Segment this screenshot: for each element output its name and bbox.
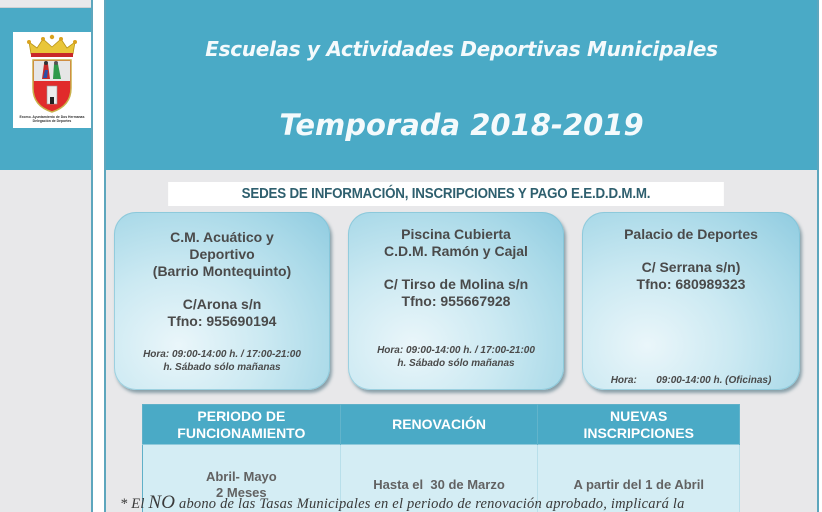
header-nuevas-inscripciones (538, 405, 740, 445)
venue-phone: Tfno: 955667928 (401, 293, 511, 309)
header-text: NUEVAS (610, 407, 668, 424)
table-header-row (143, 405, 740, 445)
cell-text: Abril- Mayo (205, 469, 277, 484)
page-title: Escuelas y Actividades Deportivas Municipales (205, 37, 718, 61)
header-text: RENOVACIÓN (392, 416, 486, 432)
venue-hours-line-2: h. Sábado sólo mañanas (163, 362, 281, 373)
venue-name-line: Piscina Cubierta (401, 226, 511, 242)
venue-address: C/ Serrana s/n) (641, 259, 741, 275)
sedes-banner: SEDES DE INFORMACIÓN, INSCRIPCIONES Y PAGO E.E.D.D.M.M. (168, 182, 724, 206)
venue-hours-line-2: h. Sábado sólo mañanas (397, 358, 515, 369)
cell-text: A partir del 1 de Abril (573, 477, 704, 492)
header-renovacion (340, 405, 538, 445)
cell-text: Hasta el 30 de Marzo (373, 477, 505, 492)
municipal-logo (13, 32, 91, 128)
venue-phone: Tfno: 955690194 (167, 313, 277, 329)
venue-name-line: C.D.M. Ramón y Cajal (384, 243, 528, 259)
venue-address: C/Arona s/n (182, 296, 262, 312)
cell-text: 2 Meses (216, 485, 267, 500)
footnote-text: abono de las Tasas Municipales en el periodo de renovación aprobado, implicará la (175, 496, 685, 512)
left-top-strip (0, 0, 91, 8)
header-text: PERIODO DE (197, 407, 286, 424)
header-banner (106, 0, 817, 170)
venue-name-line: Deportivo (189, 246, 255, 262)
footnote-emphasis: NO (148, 492, 176, 512)
logo-caption (20, 115, 85, 123)
venue-phone: Tfno: 680989323 (636, 276, 746, 292)
venue-card-palacio (582, 212, 800, 390)
venue-hours-line-1: Hora: 09:00-14:00 h. (Oficinas) (610, 375, 772, 386)
coat-of-arms-icon (23, 34, 81, 114)
header-text: INSCRIPCIONES (583, 424, 694, 441)
header-text: FUNCIONAMIENTO (177, 424, 306, 441)
footnote (120, 492, 820, 512)
season-title: Temporada 2018-2019 (279, 108, 644, 142)
venue-hours-line-1: Hora: 09:00-14:00 h. / 17:00-21:00 (377, 345, 535, 356)
venue-name-line: (Barrio Montequinto) (152, 263, 292, 279)
logo-caption-line-1: Excmo. Ayuntamiento de Dos Hermanas (19, 115, 85, 119)
venue-name-line: C.M. Acuático y (170, 229, 274, 245)
logo-caption-line-2: Delegación de Deportes (32, 119, 72, 123)
venue-card-piscina (348, 212, 564, 390)
left-panel (0, 0, 93, 512)
venue-hours-line-1: Hora: 09:00-14:00 h. / 17:00-21:00 (143, 349, 301, 360)
venue-name-line: Palacio de Deportes (624, 226, 758, 242)
venue-card-acuatico (114, 212, 330, 390)
venue-address: C/ Tirso de Molina s/n (383, 276, 529, 292)
footnote-prefix: * El (120, 496, 149, 512)
header-periodo (143, 405, 341, 445)
main-panel (104, 0, 819, 512)
